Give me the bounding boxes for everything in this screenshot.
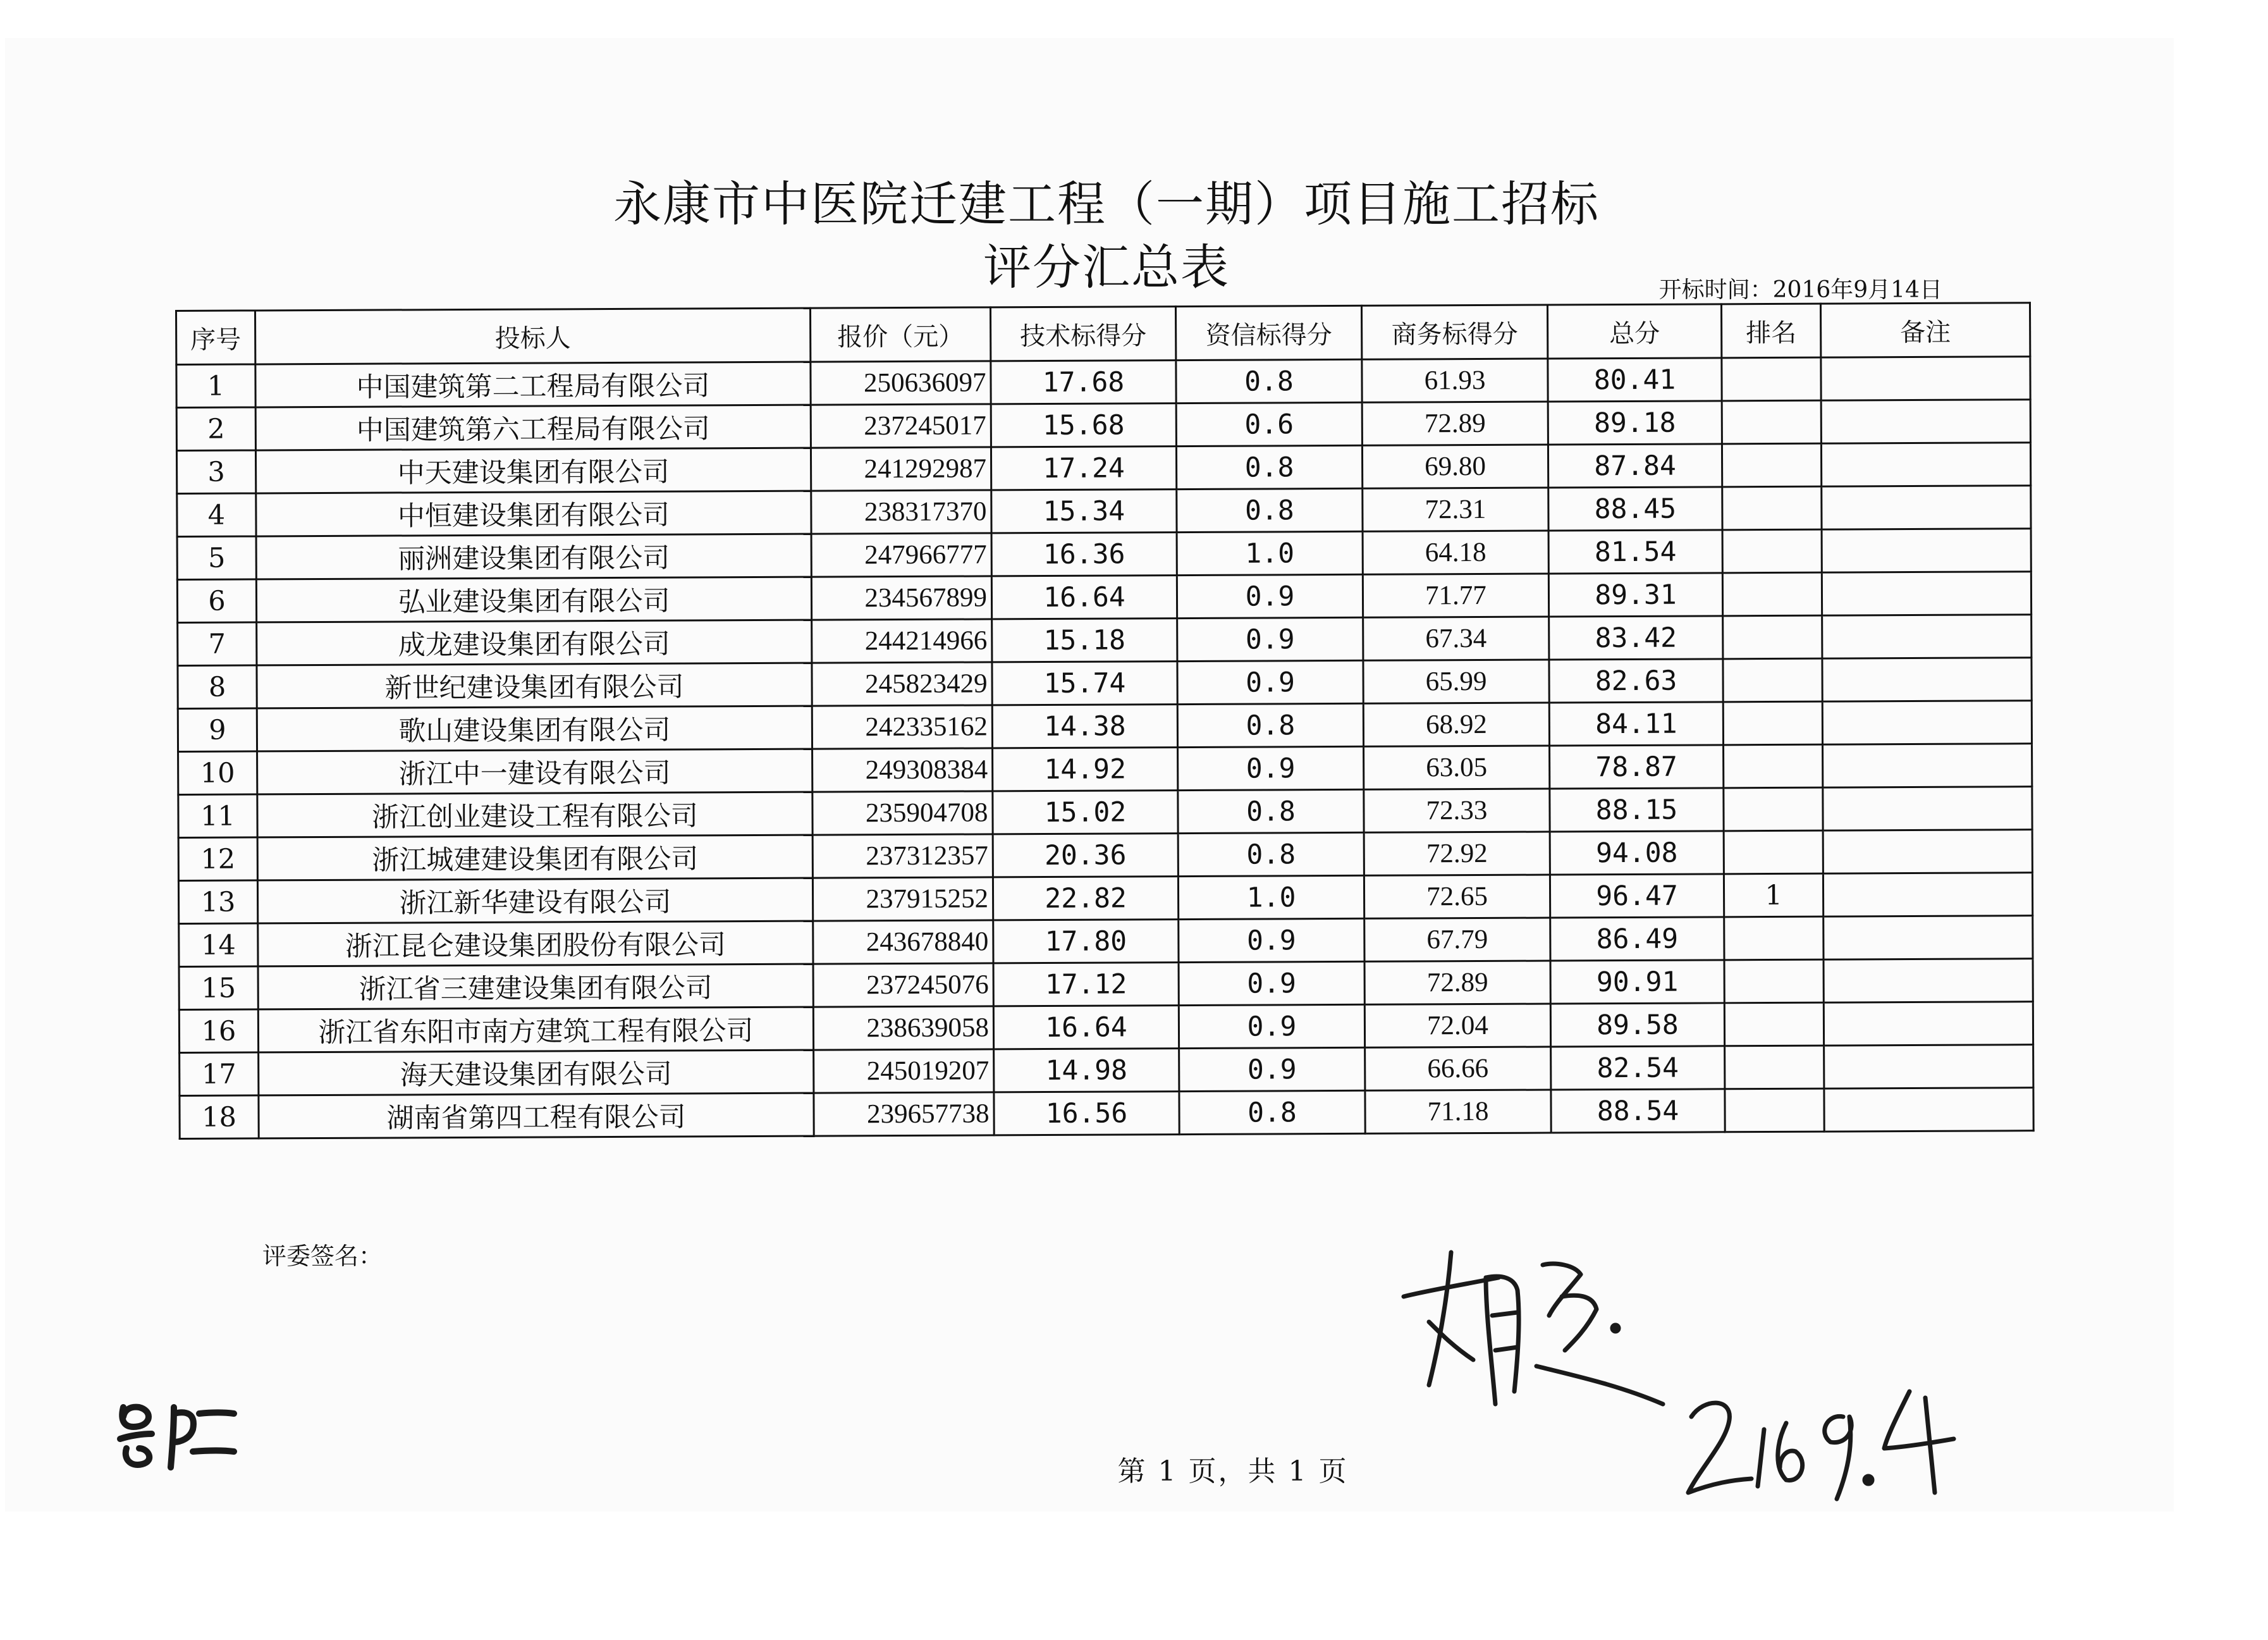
document-subtitle: 评分汇总表: [983, 239, 1230, 295]
cell-rank: [1722, 486, 1822, 530]
header-no: 序号: [176, 311, 255, 365]
cell-business-score: 64.18: [1363, 531, 1548, 574]
cell-business-score: 72.65: [1364, 875, 1550, 918]
cell-business-score: 71.77: [1363, 574, 1548, 617]
cell-credit-score: 0.9: [1179, 1047, 1365, 1091]
header-rank: 排名: [1721, 304, 1820, 358]
cell-business-score: 69.80: [1362, 445, 1548, 488]
cell-credit-score: 0.9: [1177, 574, 1363, 618]
cell-remark: [1821, 400, 2030, 443]
cell-rank: [1723, 658, 1822, 702]
cell-total: 82.63: [1549, 659, 1723, 703]
cell-business-score: 68.92: [1363, 703, 1549, 746]
table-row: [176, 443, 2030, 494]
cell-tech-score: 17.24: [991, 447, 1176, 490]
cell-bidder: 新世纪建设集团有限公司: [257, 663, 812, 708]
cell-remark: [1824, 1088, 2033, 1131]
cell-remark: [1822, 486, 2031, 529]
cell-remark: [1824, 1002, 2033, 1045]
cell-credit-score: 0.9: [1177, 660, 1363, 704]
header-price: 报价（元）: [810, 307, 990, 362]
table-row: [177, 529, 2031, 580]
cell-bidder: 海天建设集团有限公司: [259, 1050, 814, 1095]
cell-bidder: 湖南省第四工程有限公司: [259, 1093, 814, 1138]
cell-price: 238317370: [811, 490, 991, 534]
cell-rank: [1722, 529, 1822, 573]
cell-price: 243678840: [813, 920, 993, 964]
cell-credit-score: 0.8: [1176, 445, 1362, 489]
cell-credit-score: 0.8: [1178, 789, 1364, 833]
cell-credit-score: 0.8: [1177, 703, 1363, 747]
table-header-row: [176, 303, 2030, 365]
cell-credit-score: 0.8: [1177, 488, 1363, 532]
cell-price: 237312357: [812, 834, 993, 878]
cell-rank: [1724, 787, 1823, 831]
cell-total: 89.18: [1548, 401, 1722, 445]
cell-tech-score: 14.92: [993, 748, 1178, 791]
cell-tech-score: 15.68: [991, 404, 1176, 447]
cell-tech-score: 16.64: [991, 576, 1177, 619]
cell-business-score: 72.33: [1364, 789, 1550, 832]
cell-bidder: 浙江城建建设集团有限公司: [257, 835, 812, 880]
cell-no: 16: [179, 1009, 258, 1053]
cell-rank: [1722, 400, 1821, 444]
cell-rank: [1722, 443, 1821, 487]
cell-price: 242335162: [812, 705, 992, 749]
table-row: [178, 615, 2032, 666]
cell-bidder: 中恒建设集团有限公司: [256, 491, 811, 536]
cell-rank: [1723, 615, 1822, 659]
cell-tech-score: 16.56: [994, 1092, 1179, 1135]
cell-remark: [1823, 744, 2032, 787]
cell-price: 249308384: [812, 748, 993, 792]
cell-bidder: 浙江省东阳市南方建筑工程有限公司: [258, 1007, 813, 1052]
cell-rank: [1722, 572, 1822, 616]
judge-signature-label: 评委签名：: [262, 1242, 383, 1270]
document-title: 永康市中医院迁建工程（一期）项目施工招标: [613, 176, 1600, 232]
cell-credit-score: 0.9: [1179, 1004, 1364, 1048]
cell-bidder: 浙江昆仑建设集团股份有限公司: [258, 921, 813, 966]
cell-total: 81.54: [1548, 530, 1722, 574]
cell-no: 3: [176, 450, 255, 494]
cell-business-score: 72.89: [1362, 402, 1548, 445]
cell-tech-score: 20.36: [993, 834, 1178, 877]
cell-credit-score: 0.8: [1176, 359, 1362, 403]
cell-credit-score: 0.6: [1176, 402, 1362, 446]
cell-business-score: 72.92: [1364, 832, 1550, 875]
cell-no: 8: [178, 665, 257, 709]
cell-credit-score: 0.8: [1179, 1090, 1365, 1134]
table-row: [179, 959, 2033, 1010]
cell-credit-score: 1.0: [1178, 875, 1364, 919]
cell-no: 15: [179, 966, 258, 1010]
cell-bidder: 浙江新华建设有限公司: [257, 878, 812, 923]
cell-tech-score: 17.80: [993, 920, 1179, 963]
cell-price: 235904708: [812, 791, 993, 835]
cell-no: 13: [178, 880, 257, 924]
cell-remark: [1821, 443, 2030, 486]
cell-tech-score: 14.98: [994, 1049, 1179, 1092]
cell-remark: [1822, 658, 2032, 701]
cell-remark: [1822, 529, 2031, 572]
handwritten-signature-name: [1391, 1240, 1669, 1429]
cell-price: 241292987: [811, 447, 991, 491]
cell-remark: [1821, 357, 2030, 400]
cell-tech-score: 16.64: [993, 1006, 1179, 1049]
cell-bidder: 丽洲建设集团有限公司: [256, 534, 811, 579]
cell-total: 88.15: [1550, 788, 1724, 832]
cell-tech-score: 22.82: [993, 877, 1178, 920]
cell-no: 10: [178, 751, 257, 795]
header-business-score: 商务标得分: [1361, 305, 1547, 359]
cell-price: 238639058: [813, 1006, 993, 1050]
cell-total: 94.08: [1550, 831, 1724, 875]
cell-credit-score: 1.0: [1177, 531, 1363, 575]
cell-business-score: 67.34: [1363, 617, 1549, 660]
cell-bidder: 中国建筑第二工程局有限公司: [255, 362, 811, 407]
cell-total: 90.91: [1550, 960, 1724, 1004]
cell-no: 4: [177, 493, 256, 537]
table-row: [179, 1002, 2033, 1053]
cell-rank: [1722, 357, 1821, 401]
cell-tech-score: 15.02: [993, 791, 1178, 834]
handwritten-signature-date: [1676, 1372, 1973, 1505]
cell-remark: [1824, 916, 2033, 959]
cell-no: 6: [177, 579, 256, 623]
cell-business-score: 72.31: [1363, 488, 1548, 531]
handwritten-signature-margin: [111, 1395, 237, 1477]
cell-no: 18: [180, 1095, 259, 1139]
cell-business-score: 72.04: [1364, 1004, 1550, 1047]
table-row: [178, 658, 2032, 709]
cell-no: 9: [178, 708, 257, 752]
table-row: [178, 830, 2032, 881]
cell-price: 239657738: [814, 1092, 994, 1136]
cell-tech-score: 15.74: [992, 662, 1177, 705]
header-bidder: 投标人: [255, 308, 811, 364]
cell-remark: [1823, 787, 2032, 830]
cell-price: 237915252: [812, 877, 993, 921]
cell-no: 11: [178, 794, 257, 838]
cell-remark: [1822, 615, 2032, 658]
cell-rank: [1724, 916, 1824, 960]
cell-remark: [1824, 959, 2033, 1002]
score-summary-table: [175, 302, 2035, 1140]
cell-total: 88.54: [1551, 1089, 1725, 1133]
cell-tech-score: 14.38: [992, 705, 1177, 748]
cell-total: 96.47: [1550, 874, 1724, 918]
cell-price: 234567899: [811, 576, 991, 620]
header-credit-score: 资信标得分: [1175, 305, 1361, 360]
table-row: [180, 1088, 2033, 1139]
cell-no: 5: [177, 536, 256, 580]
cell-bidder: 歌山建设集团有限公司: [257, 706, 812, 751]
cell-business-score: 71.18: [1365, 1090, 1551, 1133]
table-row: [177, 572, 2031, 623]
cell-credit-score: 0.9: [1179, 961, 1364, 1005]
cell-tech-score: 17.12: [993, 963, 1179, 1006]
cell-rank: [1724, 1002, 1824, 1046]
cell-bidder: 中天建设集团有限公司: [255, 448, 811, 493]
cell-rank: [1725, 1088, 1824, 1132]
table-row: [178, 701, 2032, 752]
table-row: [179, 916, 2033, 967]
cell-bidder: 浙江省三建建设集团有限公司: [258, 964, 813, 1009]
cell-tech-score: 17.68: [991, 361, 1176, 404]
cell-total: 89.31: [1548, 573, 1722, 617]
header-tech-score: 技术标得分: [990, 307, 1175, 361]
table-row: [180, 1045, 2033, 1096]
header-remark: 备注: [1820, 303, 2030, 357]
cell-bidder: 成龙建设集团有限公司: [257, 620, 812, 665]
cell-remark: [1822, 572, 2031, 615]
cell-tech-score: 15.18: [992, 619, 1177, 662]
cell-bidder: 浙江中一建设有限公司: [257, 749, 812, 794]
open-time: 开标时间：2016年9月14日: [1658, 277, 1942, 303]
cell-business-score: 61.93: [1362, 359, 1548, 402]
cell-total: 82.54: [1551, 1046, 1725, 1090]
cell-rank: 1: [1724, 873, 1823, 917]
cell-price: 250636097: [811, 361, 991, 405]
cell-no: 12: [178, 837, 257, 881]
cell-price: 245823429: [812, 662, 992, 706]
cell-credit-score: 0.9: [1179, 918, 1364, 962]
cell-total: 80.41: [1548, 358, 1722, 402]
cell-credit-score: 0.9: [1178, 746, 1364, 790]
cell-rank: [1724, 744, 1823, 788]
cell-business-score: 72.89: [1364, 961, 1550, 1004]
cell-price: 247966777: [811, 533, 991, 577]
cell-bidder: 弘业建设集团有限公司: [256, 577, 811, 622]
cell-business-score: 65.99: [1363, 660, 1549, 703]
cell-tech-score: 15.34: [991, 490, 1177, 533]
table-row: [178, 787, 2032, 838]
header-total: 总分: [1547, 304, 1721, 359]
cell-no: 14: [179, 923, 258, 967]
cell-total: 86.49: [1550, 917, 1724, 961]
cell-remark: [1822, 701, 2032, 744]
cell-business-score: 63.05: [1364, 746, 1550, 789]
cell-price: 237245017: [811, 404, 991, 448]
cell-rank: [1724, 830, 1823, 874]
cell-remark: [1824, 1045, 2033, 1088]
cell-business-score: 66.66: [1365, 1047, 1551, 1090]
table-row: [178, 873, 2032, 924]
cell-rank: [1724, 959, 1824, 1003]
cell-credit-score: 0.8: [1178, 832, 1364, 876]
cell-credit-score: 0.9: [1177, 617, 1363, 661]
cell-bidder: 浙江创业建设工程有限公司: [257, 792, 812, 837]
table-row: [178, 744, 2032, 795]
cell-rank: [1723, 701, 1822, 745]
cell-business-score: 67.79: [1364, 918, 1550, 961]
cell-remark: [1823, 873, 2032, 916]
cell-remark: [1823, 830, 2032, 873]
cell-tech-score: 16.36: [991, 533, 1177, 576]
cell-price: 244214966: [812, 619, 992, 663]
cell-total: 83.42: [1549, 616, 1723, 660]
cell-no: 1: [176, 364, 255, 408]
cell-price: 237245076: [813, 963, 993, 1007]
cell-bidder: 中国建筑第六工程局有限公司: [255, 405, 811, 450]
cell-no: 7: [178, 622, 257, 666]
cell-total: 89.58: [1550, 1003, 1724, 1047]
table-row: [177, 486, 2031, 537]
cell-no: 17: [180, 1052, 259, 1096]
cell-total: 88.45: [1548, 487, 1722, 531]
cell-price: 245019207: [814, 1049, 994, 1093]
cell-rank: [1725, 1045, 1824, 1089]
cell-no: 2: [176, 407, 255, 451]
cell-total: 87.84: [1548, 444, 1722, 488]
page-footer: 第 1 页，共 1 页: [1117, 1455, 1349, 1488]
table-row: [176, 400, 2030, 451]
cell-total: 84.11: [1549, 702, 1723, 746]
cell-total: 78.87: [1550, 745, 1724, 789]
table-row: [176, 357, 2030, 408]
